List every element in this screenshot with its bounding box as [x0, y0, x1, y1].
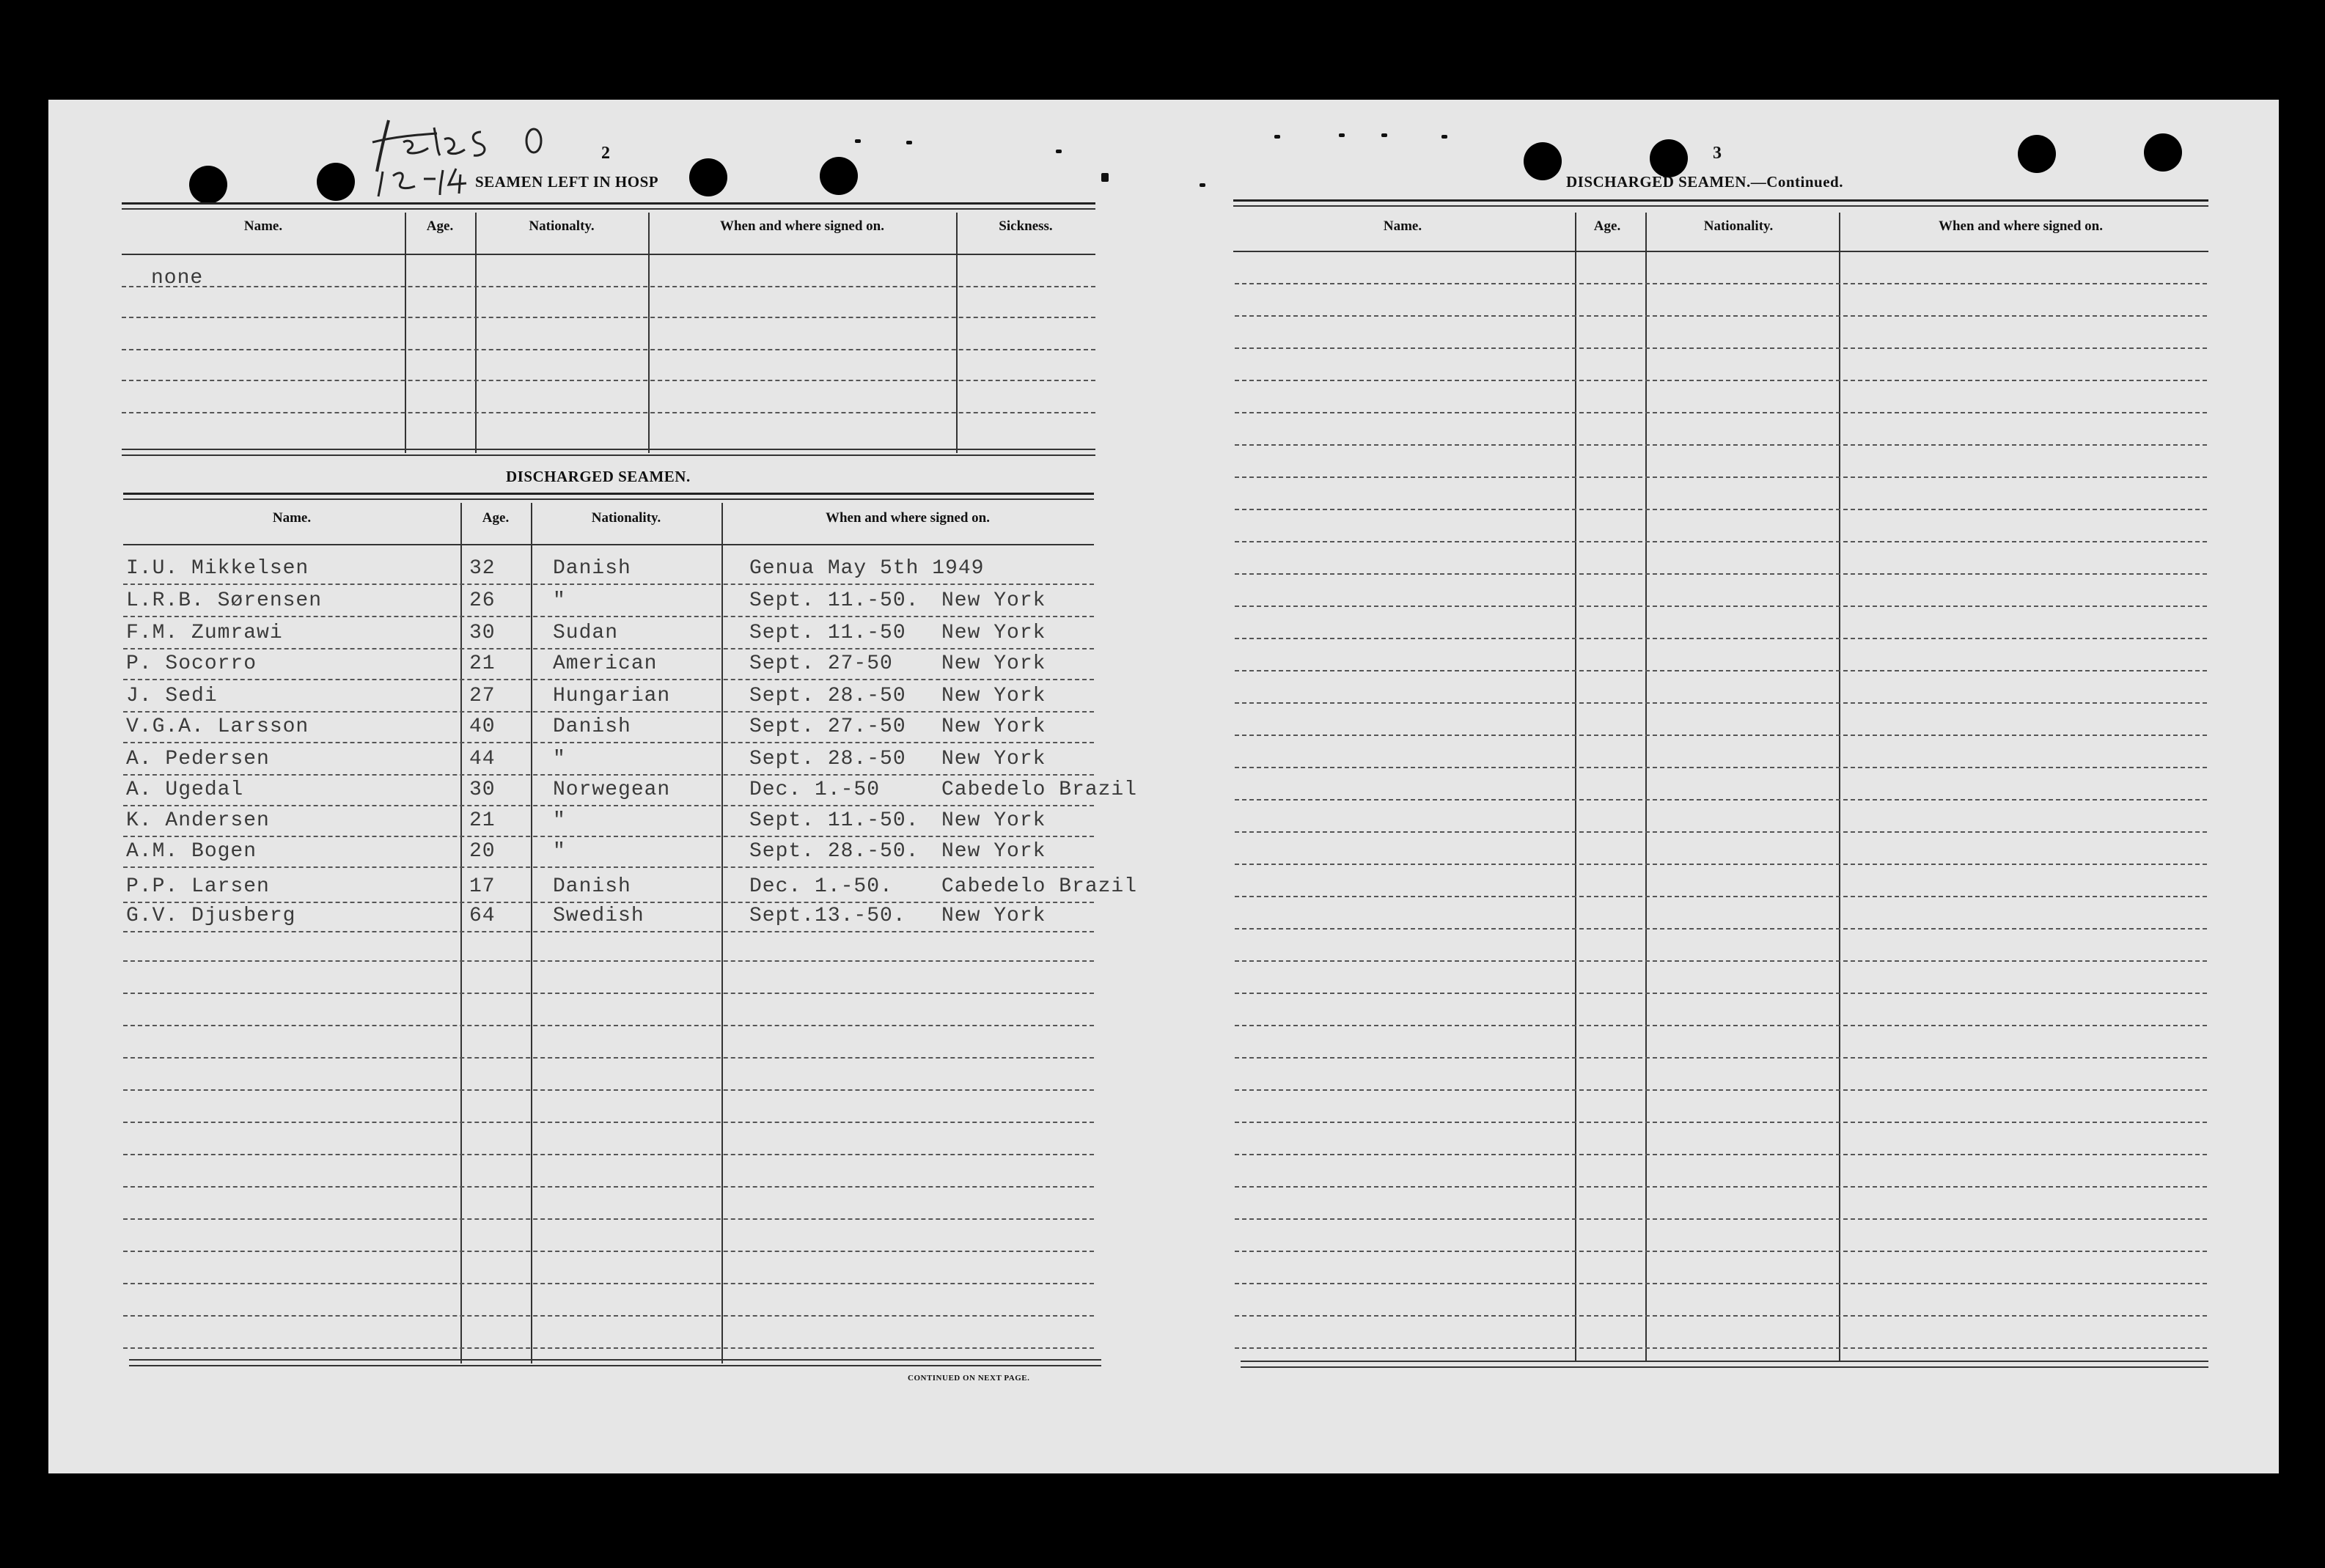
seaman-age: 21 — [469, 652, 496, 675]
table-rule — [122, 449, 1095, 450]
row-line — [123, 1154, 1094, 1155]
seaman-nationality: Norwegean — [553, 779, 671, 801]
row-line — [1235, 960, 2207, 962]
row-line — [123, 1025, 1094, 1026]
row-line — [123, 993, 1094, 994]
seaman-nationality: " — [553, 809, 566, 832]
column-divider — [956, 213, 958, 453]
row-line — [1235, 1186, 2207, 1188]
row-line — [1235, 412, 2207, 413]
discharged-section-title: DISCHARGED SEAMEN. — [506, 468, 691, 485]
seaman-age: 17 — [469, 875, 496, 898]
row-line — [1235, 1089, 2207, 1091]
row-line — [1235, 928, 2207, 930]
speck — [1101, 173, 1109, 182]
row-line — [1235, 573, 2207, 575]
seaman-nationality: Danish — [553, 557, 631, 580]
row-line — [123, 742, 1094, 743]
column-header-name: Name. — [243, 218, 283, 234]
column-header-signed-on: When and where signed on. — [719, 218, 884, 234]
row-line — [1235, 831, 2207, 833]
row-line — [1235, 896, 2207, 897]
signed-on-date: Sept.13.-50. — [749, 905, 906, 927]
row-line — [122, 412, 1095, 413]
column-divider — [460, 503, 462, 1363]
row-line — [1235, 1154, 2207, 1155]
row-line — [123, 1315, 1094, 1317]
row-line — [1235, 1025, 2207, 1026]
column-divider — [1575, 213, 1576, 1361]
signed-on-date: Sept. 27.-50 — [749, 715, 906, 738]
table-rule — [1233, 205, 2208, 207]
column-divider — [1839, 213, 1840, 1361]
hospital-entry: none — [151, 267, 204, 290]
speck — [1274, 135, 1280, 139]
signed-on-place: Cabedelo Brazil — [941, 779, 1138, 801]
page-number: 3 — [1713, 144, 1722, 163]
speck — [1339, 133, 1345, 137]
seaman-name: A.M. Bogen — [126, 840, 257, 863]
signed-on-place: Cabedelo Brazil — [941, 875, 1138, 898]
paper-sheet — [48, 100, 2279, 1473]
speck — [1381, 133, 1387, 137]
punch-hole — [1524, 142, 1562, 180]
row-line — [1235, 670, 2207, 671]
column-divider — [475, 213, 477, 453]
signed-on-date: Sept. 11.-50 — [749, 622, 906, 644]
speck — [1200, 183, 1205, 187]
seaman-nationality: Danish — [553, 875, 631, 898]
speck — [906, 141, 912, 144]
seaman-name: J. Sedi — [126, 685, 218, 707]
speck — [1056, 150, 1062, 153]
row-line — [123, 1218, 1094, 1220]
seaman-age: 20 — [469, 840, 496, 863]
row-line — [1235, 541, 2207, 542]
signed-on-date: Sept. 28.-50. — [749, 840, 919, 863]
row-line — [1235, 1283, 2207, 1284]
row-line — [1235, 864, 2207, 865]
seaman-name: P. Socorro — [126, 652, 257, 675]
seaman-name: K. Andersen — [126, 809, 270, 832]
row-line — [123, 1347, 1094, 1349]
row-line — [123, 711, 1094, 713]
row-line — [1235, 1122, 2207, 1123]
seaman-name: G.V. Djusberg — [126, 905, 296, 927]
row-line — [1235, 1218, 2207, 1220]
page-number: 2 — [601, 144, 610, 163]
seaman-name: A. Pedersen — [126, 748, 270, 770]
signed-on-place: New York — [941, 685, 1046, 707]
row-line — [1235, 444, 2207, 446]
row-line — [1235, 1251, 2207, 1252]
signed-on-place: New York — [941, 748, 1046, 770]
seaman-nationality: Sudan — [553, 622, 619, 644]
seaman-age: 26 — [469, 589, 496, 612]
column-header-age: Age. — [1593, 218, 1621, 234]
row-line — [122, 380, 1095, 381]
row-line — [123, 616, 1094, 617]
continued-footer: CONTINUED ON NEXT PAGE. — [908, 1374, 1030, 1383]
row-line — [123, 1122, 1094, 1123]
signed-on-date: Sept. 27-50 — [749, 652, 893, 675]
column-header-signed-on: When and where signed on. — [1938, 218, 2103, 234]
row-line — [123, 648, 1094, 649]
column-header-nationality: Nationalty. — [529, 218, 595, 234]
seaman-age: 64 — [469, 905, 496, 927]
punch-hole — [820, 157, 858, 195]
signed-on-place: New York — [941, 715, 1046, 738]
row-line — [123, 1283, 1094, 1284]
row-line — [1235, 315, 2207, 317]
punch-hole — [189, 166, 227, 204]
row-line — [122, 317, 1095, 318]
column-header-age: Age. — [426, 218, 454, 234]
column-header-name: Name. — [1383, 218, 1422, 234]
table-rule — [123, 493, 1094, 495]
table-rule — [122, 208, 1095, 210]
table-rule — [1233, 199, 2208, 202]
row-line — [123, 584, 1094, 585]
signed-on-date: Dec. 1.-50. — [749, 875, 893, 898]
row-line — [1235, 283, 2207, 284]
row-line — [1235, 476, 2207, 478]
seaman-age: 44 — [469, 748, 496, 770]
speck — [855, 139, 861, 143]
seaman-name: I.U. Mikkelsen — [126, 557, 309, 580]
seaman-nationality: " — [553, 589, 566, 612]
column-header-nationality: Nationality. — [1703, 218, 1774, 234]
table-rule — [1241, 1366, 2208, 1368]
seaman-nationality: Danish — [553, 715, 631, 738]
seaman-name: P.P. Larsen — [126, 875, 270, 898]
signed-on-place: New York — [941, 905, 1046, 927]
signed-on-date: Sept. 28.-50 — [749, 685, 906, 707]
row-line — [1235, 702, 2207, 704]
column-divider — [648, 213, 650, 453]
row-line — [1235, 799, 2207, 800]
seaman-age: 40 — [469, 715, 496, 738]
row-line — [122, 286, 1095, 287]
signed-on-place: New York — [941, 589, 1046, 612]
column-divider — [1645, 213, 1647, 1361]
row-line — [1235, 767, 2207, 768]
punch-hole — [689, 158, 727, 196]
column-header-sickness: Sickness. — [999, 218, 1053, 234]
punch-hole — [317, 163, 355, 201]
punch-hole — [1650, 139, 1688, 177]
row-line — [123, 1251, 1094, 1252]
punch-hole — [2018, 135, 2056, 173]
column-header-age: Age. — [482, 510, 510, 526]
row-line — [1235, 509, 2207, 510]
table-rule — [1233, 251, 2208, 252]
column-header-nationality: Nationality. — [591, 510, 661, 526]
seaman-name: L.R.B. Sørensen — [126, 589, 323, 612]
table-rule — [123, 498, 1094, 500]
row-line — [1235, 1315, 2207, 1317]
punch-hole — [2144, 133, 2182, 172]
seaman-nationality: " — [553, 748, 566, 770]
table-rule — [129, 1365, 1101, 1366]
signed-on-place: New York — [941, 809, 1046, 832]
signed-on-place: New York — [941, 652, 1046, 675]
row-line — [123, 805, 1094, 806]
row-line — [1235, 638, 2207, 639]
row-line — [123, 679, 1094, 680]
seaman-age: 27 — [469, 685, 496, 707]
row-line — [123, 1057, 1094, 1059]
table-rule — [129, 1359, 1101, 1361]
seaman-name: A. Ugedal — [126, 779, 244, 801]
seaman-name: F.M. Zumrawi — [126, 622, 283, 644]
seaman-age: 30 — [469, 779, 496, 801]
row-line — [1235, 1347, 2207, 1349]
signed-on-date: Sept. 28.-50 — [749, 748, 906, 770]
row-line — [123, 866, 1094, 868]
seaman-age: 21 — [469, 809, 496, 832]
table-rule — [122, 254, 1095, 255]
row-line — [123, 774, 1094, 776]
row-line — [123, 902, 1094, 903]
signed-on-date: Dec. 1.-50 — [749, 779, 881, 801]
row-line — [1235, 347, 2207, 349]
row-line — [122, 349, 1095, 350]
table-rule — [1241, 1361, 2208, 1362]
table-rule — [122, 454, 1095, 456]
row-line — [1235, 993, 2207, 994]
column-divider — [721, 503, 723, 1363]
column-divider — [531, 503, 532, 1363]
seaman-age: 32 — [469, 557, 496, 580]
seaman-nationality: Hungarian — [553, 685, 671, 707]
seaman-age: 30 — [469, 622, 496, 644]
signed-on-date: Genua May 5th 1949 — [749, 557, 985, 580]
row-line — [123, 931, 1094, 932]
table-rule — [122, 202, 1095, 205]
speck — [1441, 135, 1447, 139]
table-rule — [123, 544, 1094, 545]
column-header-signed-on: When and where signed on. — [825, 510, 990, 526]
row-line — [1235, 735, 2207, 736]
row-line — [1235, 606, 2207, 607]
signed-on-date: Sept. 11.-50. — [749, 589, 919, 612]
row-line — [123, 1089, 1094, 1091]
signed-on-place: New York — [941, 840, 1046, 863]
row-line — [1235, 380, 2207, 381]
row-line — [123, 836, 1094, 837]
column-header-name: Name. — [272, 510, 312, 526]
row-line — [123, 1186, 1094, 1188]
seaman-nationality: " — [553, 840, 566, 863]
hospital-section-title: SEAMEN LEFT IN HOSP — [475, 173, 659, 191]
signed-on-place: New York — [941, 622, 1046, 644]
seaman-nationality: American — [553, 652, 658, 675]
row-line — [123, 960, 1094, 962]
seaman-nationality: Swedish — [553, 905, 644, 927]
column-divider — [405, 213, 406, 453]
signed-on-date: Sept. 11.-50. — [749, 809, 919, 832]
row-line — [1235, 1057, 2207, 1059]
continued-section-title: DISCHARGED SEAMEN.—Continued. — [1566, 173, 1843, 191]
seaman-name: V.G.A. Larsson — [126, 715, 309, 738]
